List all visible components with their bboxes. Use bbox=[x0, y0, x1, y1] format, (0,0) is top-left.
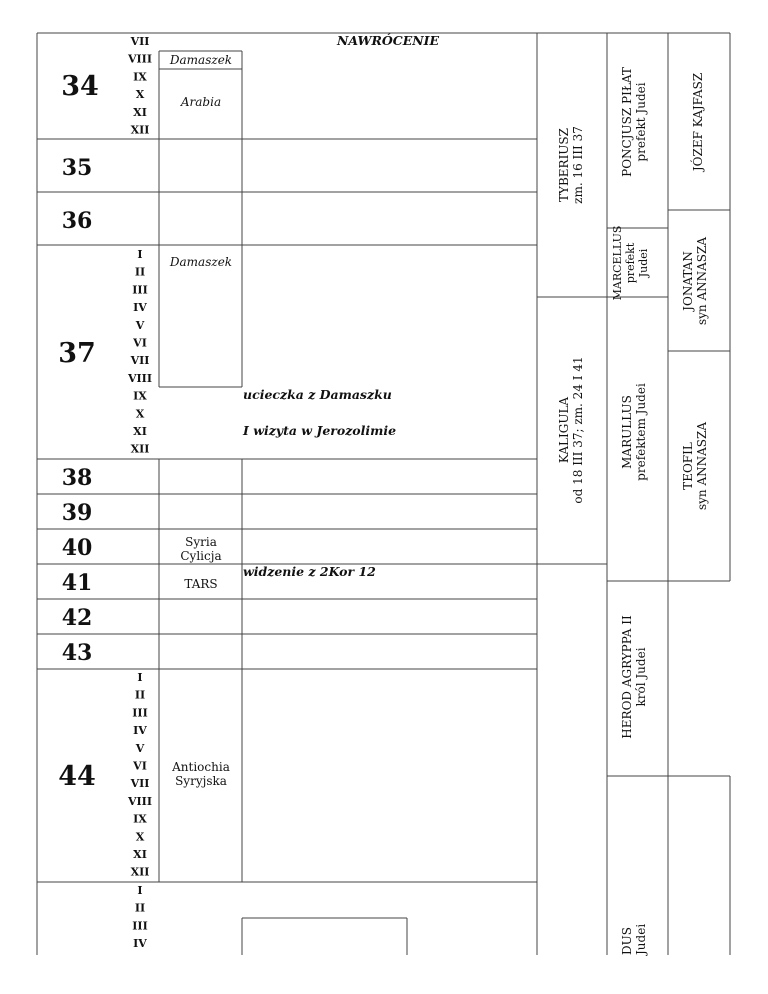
month-labels bbox=[127, 35, 152, 950]
emperor-kaligula-note: od 18 III 37; zm. 24 I 41 bbox=[571, 356, 585, 504]
year-label: 37 bbox=[58, 338, 96, 369]
month-label: III bbox=[132, 706, 148, 720]
month-label: XII bbox=[130, 865, 150, 879]
governor-herod-name: HEROD AGRYPPA II bbox=[620, 615, 634, 739]
governor-marcellus-note1: prefekt bbox=[624, 242, 637, 284]
month-label: I bbox=[137, 884, 143, 897]
year-label: 38 bbox=[61, 465, 93, 491]
month-label: V bbox=[135, 318, 145, 332]
year-label: 40 bbox=[61, 535, 93, 561]
year-label: 34 bbox=[61, 71, 99, 102]
month-label: VIII bbox=[128, 52, 152, 66]
priest-jozef: JÓZEF KAJFASZ bbox=[691, 72, 705, 172]
event-wizyta: I wizyta w Jerozolimie bbox=[243, 423, 397, 438]
month-label: XI bbox=[133, 105, 147, 119]
month-label: VII bbox=[130, 777, 150, 791]
year-label: 43 bbox=[61, 640, 93, 666]
month-label: VII bbox=[130, 35, 150, 48]
event-widzenie: widzenie z 2Kor 12 bbox=[243, 564, 376, 579]
month-label: IX bbox=[133, 389, 147, 403]
governor-poncjusz-note: prefekt Judei bbox=[634, 82, 648, 162]
place-syryjska: Syryjska bbox=[175, 774, 227, 788]
month-label: IX bbox=[133, 812, 147, 826]
place-tars: TARS bbox=[184, 577, 218, 591]
month-label: II bbox=[134, 265, 146, 279]
month-label: X bbox=[135, 830, 145, 844]
month-label: II bbox=[134, 688, 146, 702]
priest-jonatan-name: JONATAN bbox=[681, 251, 695, 311]
high-priest-labels bbox=[681, 73, 709, 510]
place-syria: Syria bbox=[185, 535, 217, 549]
month-label: VIII bbox=[128, 371, 152, 385]
month-label: VIII bbox=[128, 794, 152, 808]
year-label: 42 bbox=[61, 605, 93, 631]
year-labels bbox=[58, 71, 99, 792]
month-label: XI bbox=[133, 425, 147, 438]
place-damaszek: Damaszek bbox=[169, 255, 233, 269]
place-arabia: Arabia bbox=[180, 95, 222, 109]
month-label: XI bbox=[133, 848, 147, 861]
month-label: II bbox=[134, 901, 146, 915]
emperor-tyberiusz-name: TYBERIUSZ bbox=[557, 128, 571, 202]
governor-herod-note: król Judei bbox=[634, 647, 648, 707]
governor-marcellus-note2: Judei bbox=[637, 248, 650, 278]
month-label: XII bbox=[130, 442, 150, 456]
month-label: IV bbox=[133, 724, 147, 738]
place-antiochia: Antiochia bbox=[172, 760, 230, 774]
place-cylicja: Cylicja bbox=[180, 549, 222, 563]
governor-poncjusz-name: PONCJUSZ PIŁAT bbox=[620, 67, 634, 177]
event-nawrocenie: NAWRÓCENIE bbox=[336, 33, 440, 48]
place-damaszek: Damaszek bbox=[169, 53, 233, 67]
month-label: VII bbox=[130, 354, 150, 368]
emperor-tyberiusz-note: zm. 16 III 37 bbox=[571, 126, 585, 204]
month-label: IV bbox=[133, 937, 147, 951]
year-label: 44 bbox=[58, 761, 96, 792]
governor-labels bbox=[611, 67, 650, 957]
month-label: I bbox=[137, 671, 143, 684]
emperor-kaligula-name: KALIGULA bbox=[557, 396, 571, 464]
month-label: VI bbox=[133, 336, 147, 350]
month-label: XII bbox=[130, 123, 150, 137]
governor-marullus-name: MARULLUS bbox=[620, 395, 634, 469]
governor-marullus-note: prefektem Judei bbox=[634, 383, 648, 481]
priest-teofil-name: TEOFIL bbox=[681, 442, 695, 490]
month-label: IX bbox=[133, 70, 147, 84]
priest-jonatan-note: syn ANNASZA bbox=[695, 236, 709, 326]
month-label: V bbox=[135, 741, 145, 755]
priest-teofil-note: syn ANNASZA bbox=[695, 421, 709, 511]
year-label: 36 bbox=[61, 208, 93, 234]
month-label: X bbox=[135, 88, 145, 102]
event-labels bbox=[242, 32, 440, 579]
month-label: I bbox=[137, 248, 143, 261]
governor-marcellus-name: MARCELLUS bbox=[611, 225, 624, 301]
emperor-labels bbox=[557, 126, 585, 503]
month-label: IV bbox=[133, 301, 147, 315]
month-label: VI bbox=[133, 759, 147, 773]
month-label: III bbox=[132, 919, 148, 933]
place-labels bbox=[169, 53, 232, 788]
governor-last-note: Judei bbox=[634, 923, 648, 955]
year-label: 41 bbox=[61, 570, 93, 596]
governor-last-name: DUS bbox=[620, 927, 634, 955]
year-label: 35 bbox=[61, 155, 93, 181]
month-label: III bbox=[132, 283, 148, 297]
month-label: X bbox=[135, 407, 145, 421]
event-ucieczka: ucieczka z Damaszku bbox=[243, 387, 392, 402]
year-label: 39 bbox=[61, 500, 93, 526]
